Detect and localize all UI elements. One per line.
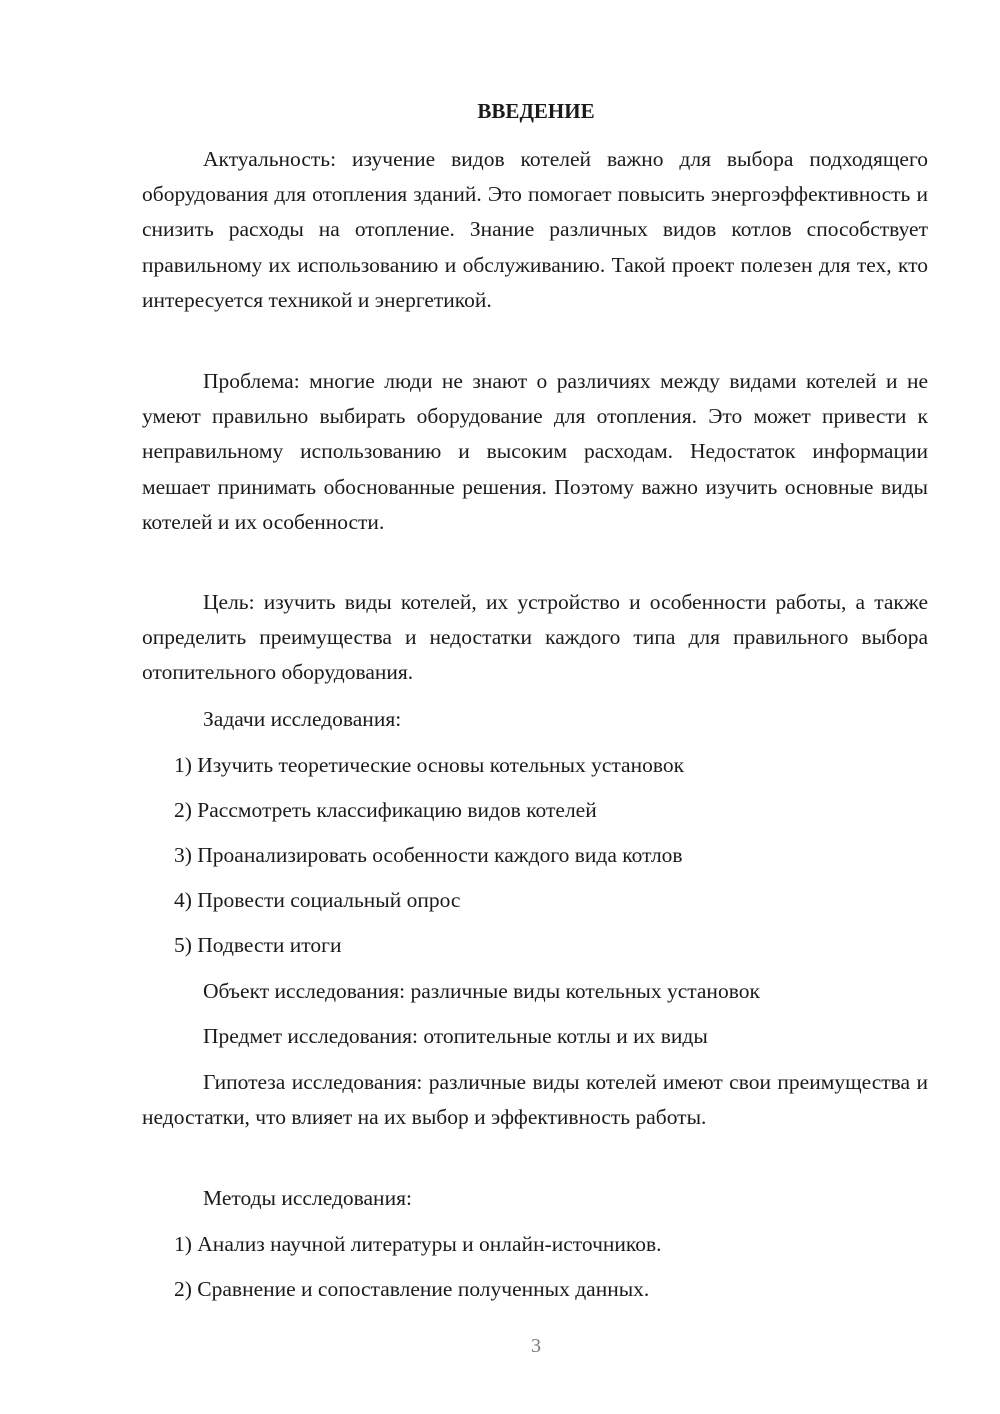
task-item: 5) Подвести итоги bbox=[174, 933, 342, 957]
method-item: 1) Анализ научной литературы и онлайн-источников. bbox=[174, 1232, 662, 1256]
task-item: 2) Рассмотреть классификацию видов котелей bbox=[174, 798, 597, 822]
methods-heading: Методы исследования: bbox=[203, 1186, 412, 1210]
hypothesis-paragraph: Гипотеза исследования: различные виды котелей имеют свои преимущества и недостатки, что влияет на их выбор и эффективность работы. bbox=[142, 1070, 928, 1130]
task-item: 3) Проанализировать особенности каждого вида котлов bbox=[174, 843, 683, 867]
relevance-paragraph: Актуальность: изучение видов котелей важно для выбора подходящего оборудования для отопления зданий. Это помогает повысить энергоэффективность и снизить расходы на отопление. Знание различных видов котлов способствует правильному их использованию и обслуживанию. Такой проект полезен для тех, кто интересуется техникой и энергетикой. bbox=[142, 147, 928, 312]
task-item: 4) Провести социальный опрос bbox=[174, 888, 461, 912]
problem-paragraph: Проблема: многие люди не знают о различиях между видами котелей и не умеют правильно выбирать оборудование для отопления. Это может привести к неправильному использованию и высоким расходам. Недостаток информации мешает принимать обоснованные решения. Поэтому важно изучить основные виды котелей и их особенности. bbox=[142, 369, 928, 534]
tasks-heading: Задачи исследования: bbox=[203, 707, 402, 731]
research-object: Объект исследования: различные виды котельных установок bbox=[203, 979, 760, 1003]
method-item: 2) Сравнение и сопоставление полученных данных. bbox=[174, 1277, 650, 1301]
section-title: ВВЕДЕНИЕ bbox=[477, 99, 595, 123]
research-subject: Предмет исследования: отопительные котлы и их виды bbox=[203, 1024, 708, 1048]
goal-paragraph: Цель: изучить виды котелей, их устройство и особенности работы, а также определить преимущества и недостатки каждого типа для правильного выбора отопительного оборудования. bbox=[142, 590, 928, 685]
task-item: 1) Изучить теоретические основы котельных установок bbox=[174, 753, 685, 777]
page-number: 3 bbox=[531, 1335, 541, 1357]
